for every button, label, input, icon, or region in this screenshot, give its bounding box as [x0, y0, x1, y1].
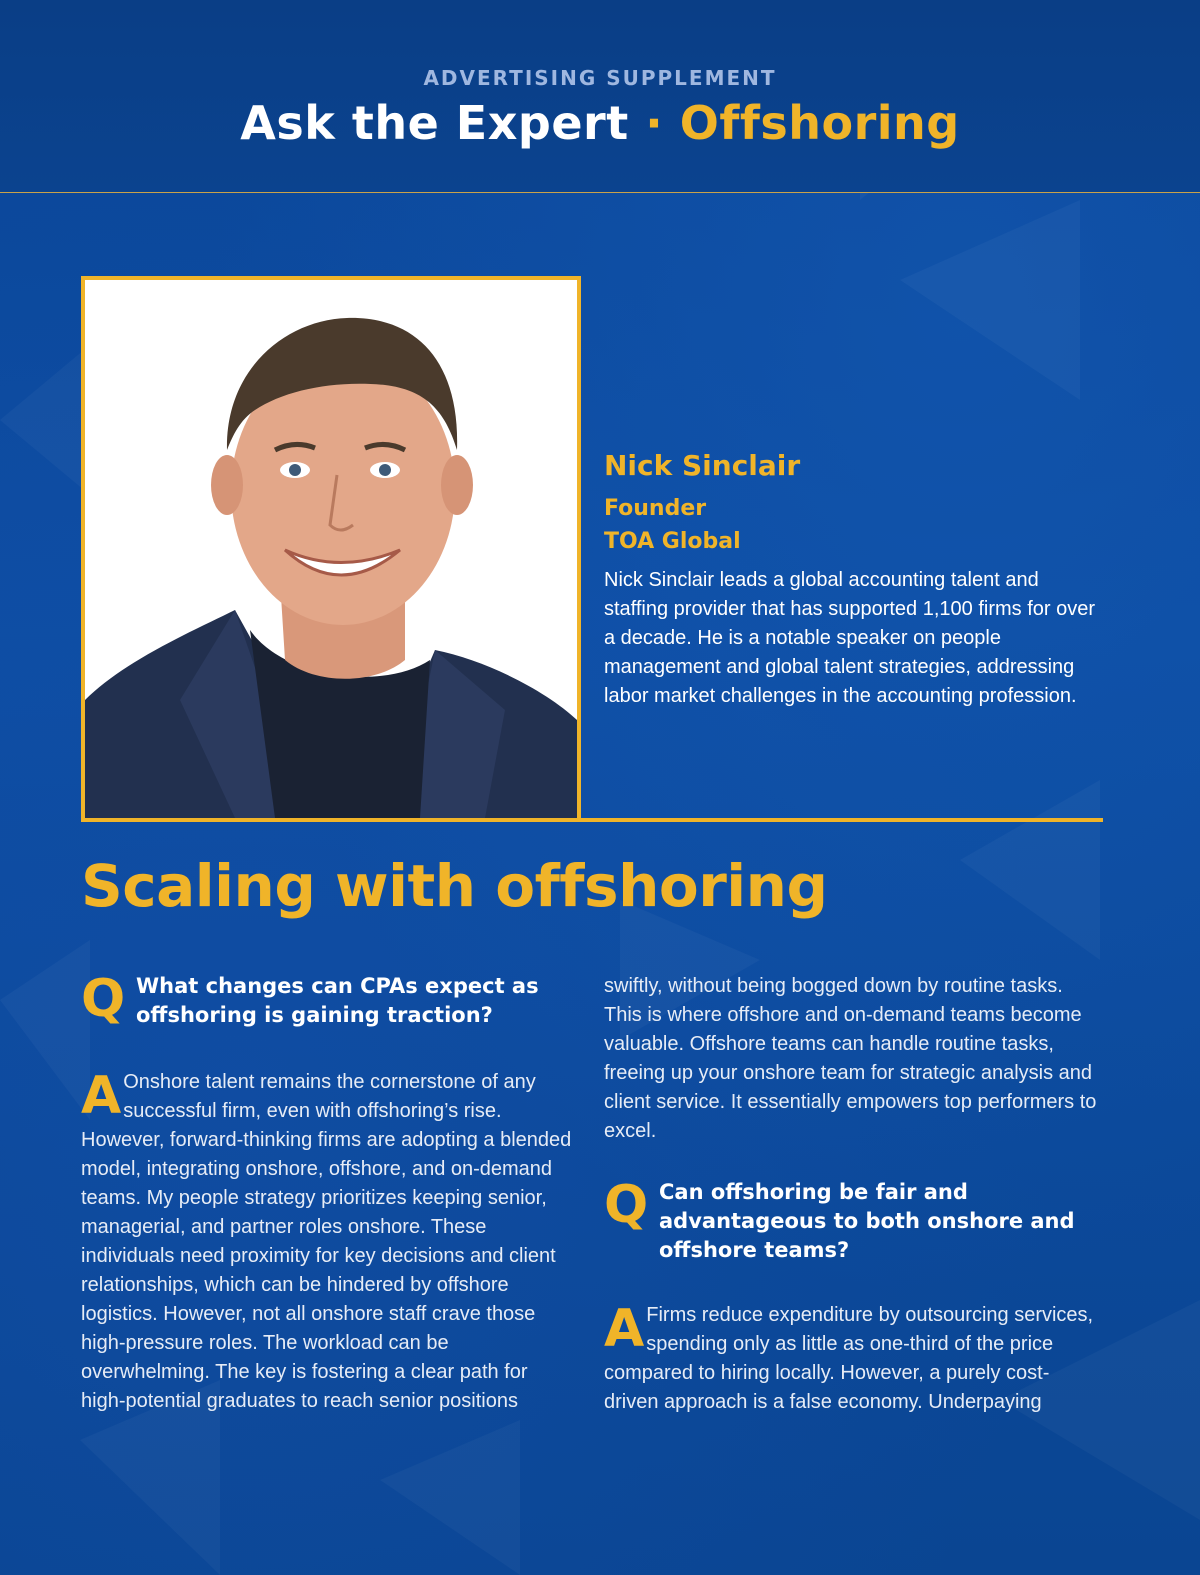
answer-1 [81, 1068, 577, 1416]
question-2-text: Can offshoring be fair and advantageous to both onshore and offshore teams? [659, 1180, 1075, 1262]
answer-marker: A [81, 1066, 122, 1126]
title-main: Ask the Expert [240, 96, 629, 150]
author-organization: TOA Global [604, 529, 741, 554]
gold-divider [81, 818, 1103, 822]
question-1 [81, 969, 577, 1032]
author-description: Nick Sinclair leads a global accounting talent and staffing provider that has supported 1,100 firms for over a decade. He is a notable speaker on people management and global talent strategies, addressing labor market challenges in the accounting profession. [604, 569, 1096, 707]
answer-marker: A [604, 1299, 645, 1359]
article-column-right [604, 972, 1100, 1417]
answer-1-continued: swiftly, without being bogged down by routine tasks. This is where offshore and on-demand teams become valuable. Offshore teams can handle routine tasks, freeing up your onshore team for strategic analysis and client service. It essentially empowers top performers to excel. [604, 975, 1097, 1142]
title-separator: · [628, 96, 680, 150]
answer-2 [604, 1301, 1100, 1417]
question-2 [604, 1175, 1100, 1265]
question-1-text: What changes can CPAs expect as offshoring is gaining traction? [136, 974, 539, 1027]
question-marker: Q [81, 969, 126, 1029]
author-bio [604, 448, 1104, 711]
article-column-left [81, 969, 577, 1416]
question-marker: Q [604, 1175, 649, 1235]
kicker: ADVERTISING SUPPLEMENT [423, 66, 777, 90]
title-topic: Offshoring [679, 96, 960, 150]
answer-1-text: Onshore talent remains the cornerstone of any successful firm, even with offshoring’s rise. However, forward-thinking firms are adopting a blended model, integrating onshore, offshore, and on-demand teams. My people strategy prioritizes keeping senior, managerial, and partner roles onshore. These individuals need proximity for key decisions and client relationships, which can be hindered by offshore logistics. However, not all onshore staff crave those high-pressure roles. The workload can be overwhelming. The key is fostering a clear path for high-potential graduates to reach senior positions [81, 1071, 572, 1412]
author-role: Founder [604, 496, 707, 521]
answer-2-text: Firms reduce expenditure by outsourcing services, spending only as little as one-third of the price compared to hiring locally. However, a purely cost-driven approach is a false economy. Underpaying [604, 1304, 1094, 1413]
page-title [0, 96, 1200, 150]
portrait-illustration [85, 280, 577, 818]
author-name: Nick Sinclair [604, 449, 801, 482]
header-band [0, 0, 1200, 193]
portrait-photo [81, 276, 581, 822]
article-title: Scaling with offshoring [81, 852, 828, 920]
